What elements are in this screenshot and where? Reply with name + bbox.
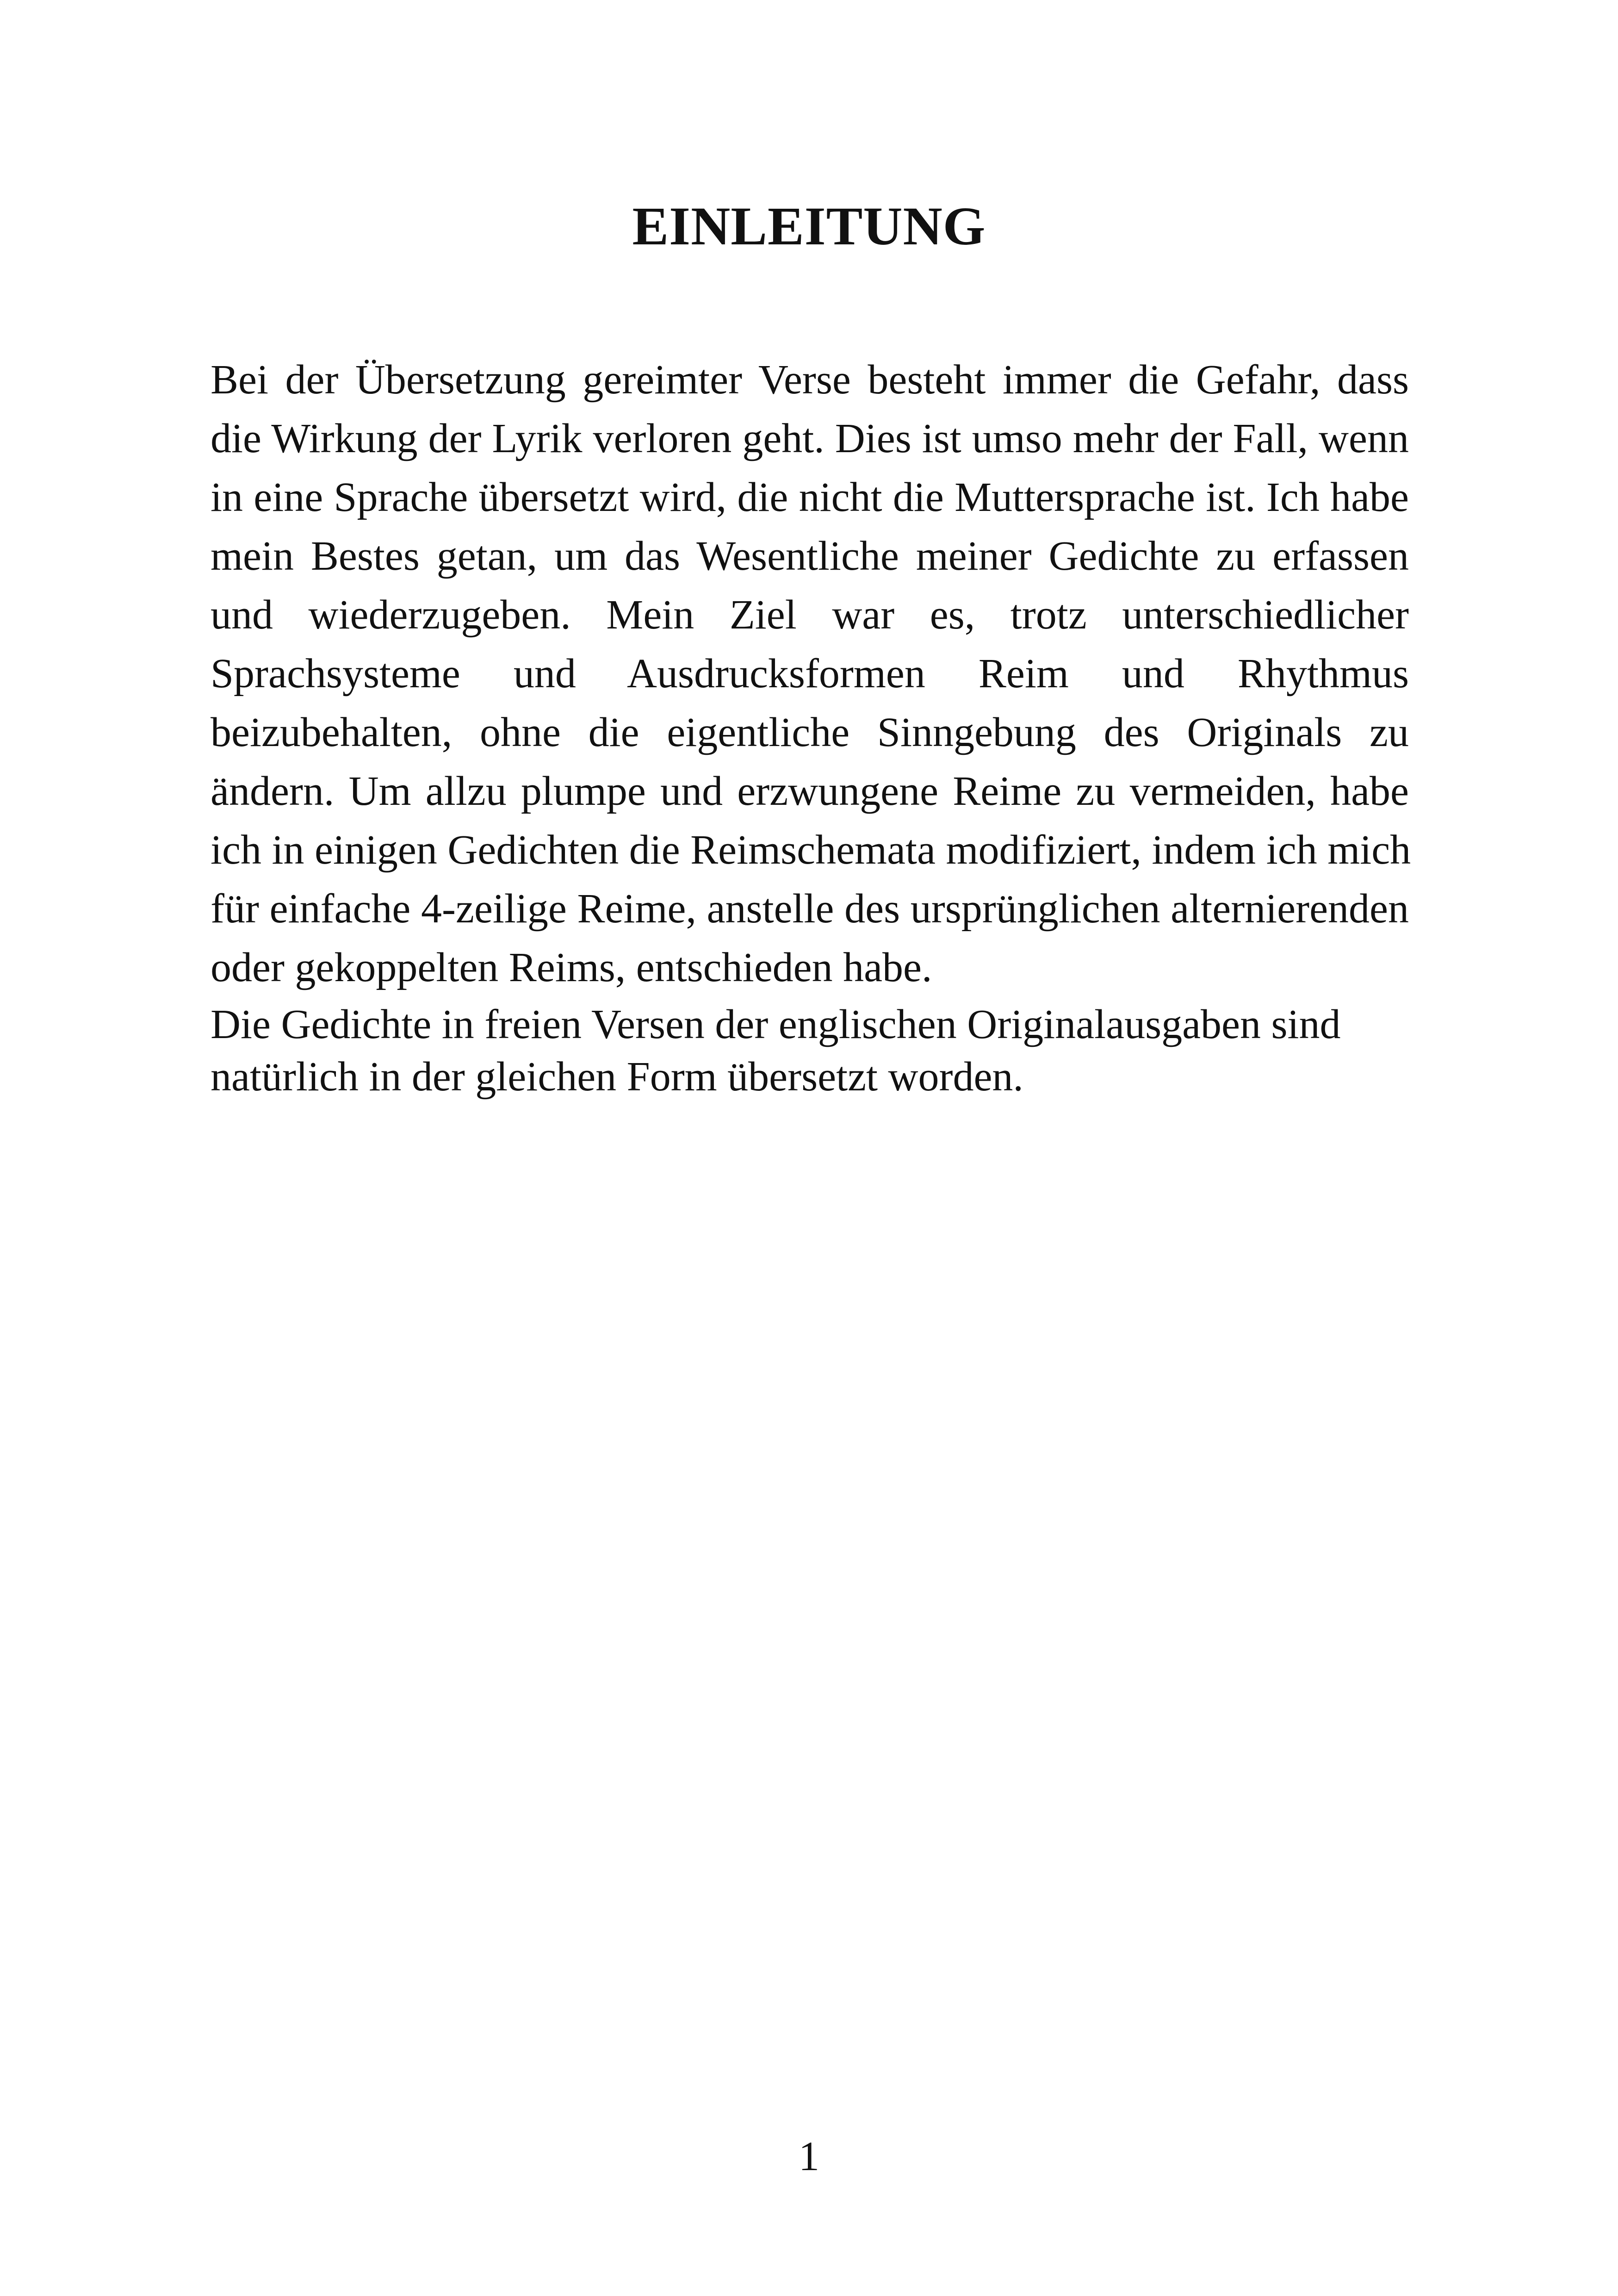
- intro-paragraph: [211, 350, 1409, 997]
- paragraph-line: natürlich in der gleichen Form übersetzt worden.: [211, 1054, 1023, 1100]
- page-number: 1: [799, 2134, 819, 2179]
- paragraph-line: Die Gedichte in freien Versen der englischen Originalausgaben sind: [211, 1002, 1341, 1047]
- paragraph-line: mein Bestes getan, um das Wesentliche meiner Gedichte zu erfassen: [211, 533, 1409, 579]
- second-paragraph: [211, 998, 1409, 1103]
- paragraph-line: oder gekoppelten Reims, entschieden habe.: [211, 945, 932, 990]
- paragraph-line: und wiederzugeben. Mein Ziel war es, trotz unterschiedlicher: [211, 592, 1409, 638]
- paragraph-line: in eine Sprache übersetzt wird, die nicht die Muttersprache ist. Ich habe: [211, 474, 1409, 520]
- page-title: EINLEITUNG: [632, 196, 986, 257]
- paragraph-line: beizubehalten, ohne die eigentliche Sinngebung des Originals zu: [211, 709, 1409, 755]
- paragraph-line: die Wirkung der Lyrik verloren geht. Dies ist umso mehr der Fall, wenn: [211, 416, 1409, 461]
- paragraph-line: ich in einigen Gedichten die Reimschemata modifiziert, indem ich mich: [211, 827, 1411, 873]
- paragraph-line: Sprachsysteme und Ausdrucksformen Reim und Rhythmus: [211, 651, 1409, 697]
- paragraph-line: ändern. Um allzu plumpe und erzwungene Reime zu vermeiden, habe: [211, 768, 1409, 814]
- paragraph-line: für einfache 4-zeilige Reime, anstelle des ursprünglichen alternierenden: [211, 886, 1409, 932]
- paragraph-line: Bei der Übersetzung gereimter Verse besteht immer die Gefahr, dass: [211, 357, 1409, 403]
